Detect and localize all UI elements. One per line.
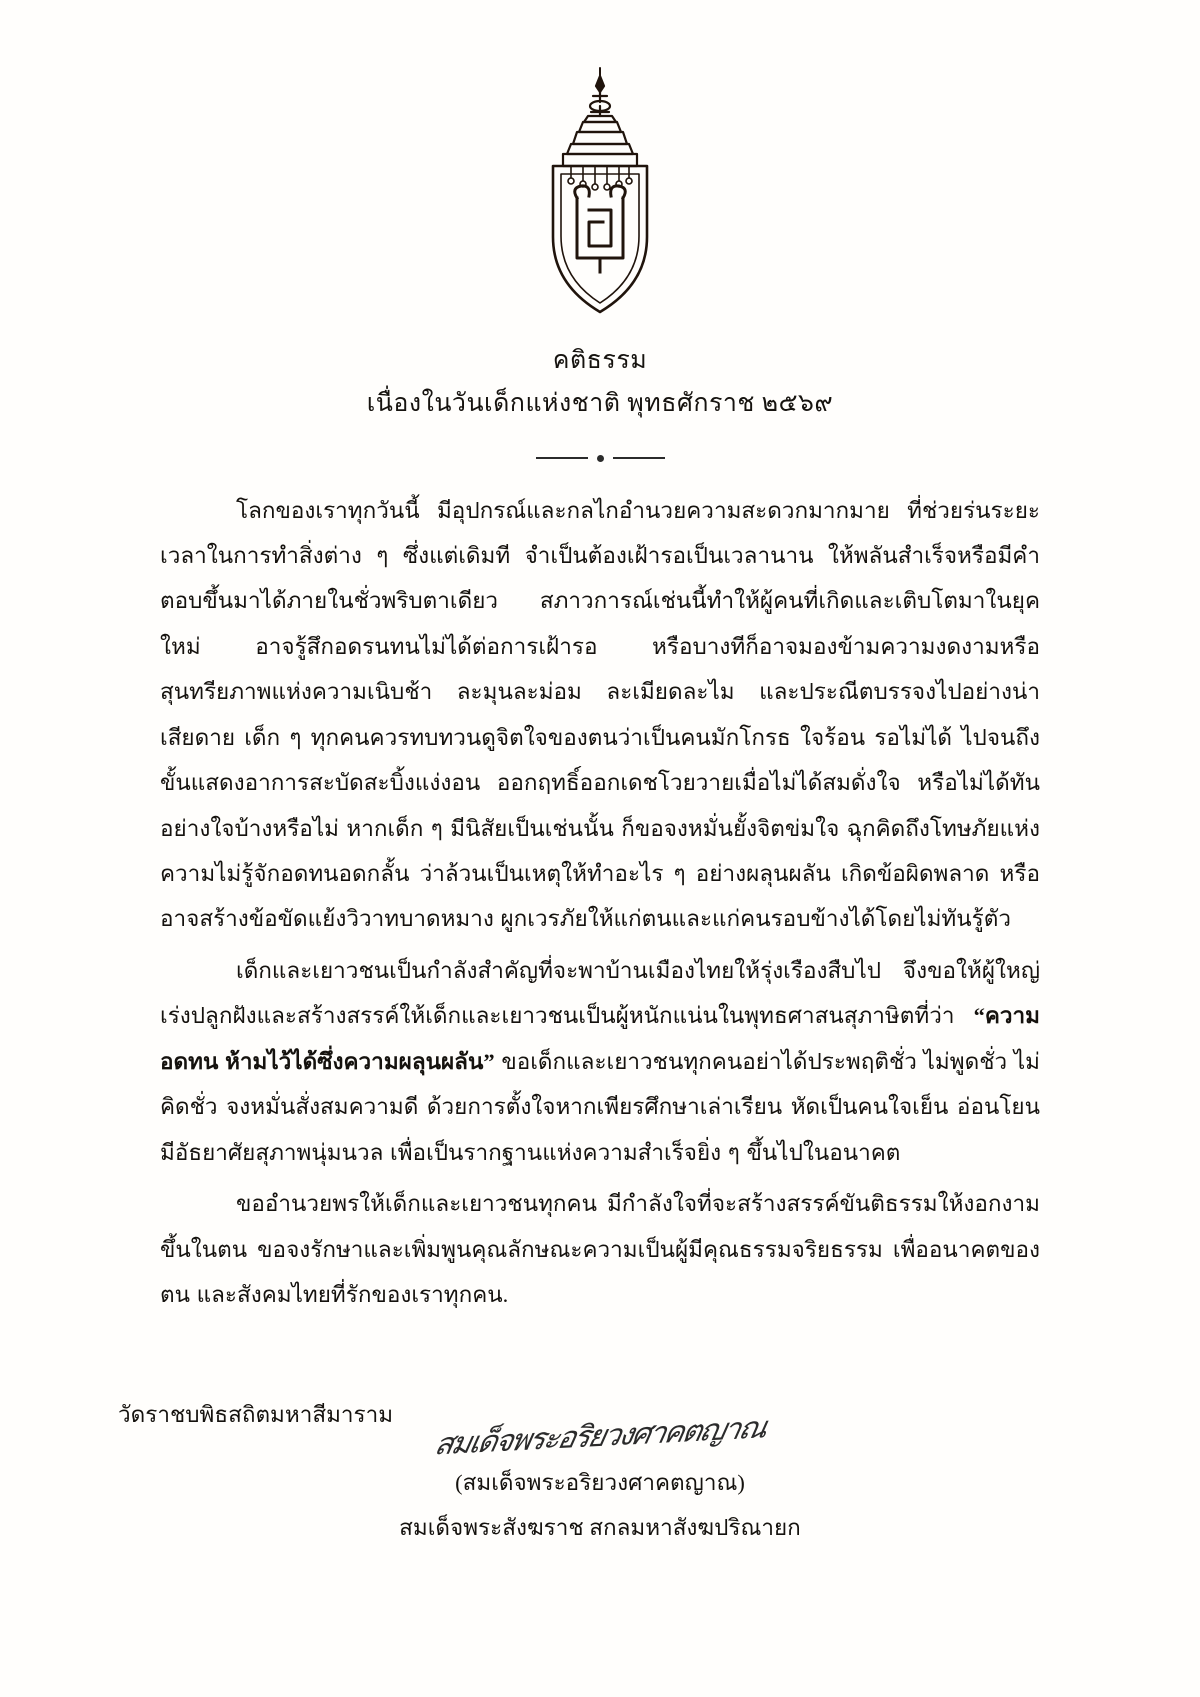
heading-block [0,344,1200,421]
handwritten-signature: สมเด็จพระอริยวงศาคตญาณ [431,1410,769,1463]
signatory-title: สมเด็จพระสังฆราช สกลมหาสังฆปริณายก [399,1515,801,1541]
paragraph-2-tail: ขอเด็กและเยาวชนทุกคนอย่าได้ประพฤติชั่ว ไม่พูดชั่ว ไม่คิดชั่ว จงหมั่นสั่งสมความดี ด้วยการตั้งใจหากเพียรศึกษาเล่าเรียน หัดเป็นคนใจเย็น อ่อนโยน มีอัธยาศัยสุภาพนุ่มนวล เพื่อเป็นรากฐานแห่งความสำเร็จยิ่ง ๆ ขึ้นไปในอนาคต [160,1048,1040,1165]
paragraph-2 [160,948,1040,1175]
divider-bar-right [613,457,665,459]
royal-monastic-seal-emblem [505,62,695,330]
paragraph-2-lead: เด็กและเยาวชนเป็นกำลังสำคัญที่จะพาบ้านเมืองไทยให้รุ่งเรืองสืบไป จึงขอให้ผู้ใหญ่เร่งปลูกฝังและสร้างสรรค์ให้เด็กและเยาวชนเป็นผู้หนักแน่นในพุทธศาสนสุภาษิตที่ว่า [160,957,1040,1029]
emblem-container [0,0,1200,330]
buddhist-proverb-quote: “ความอดทน ห้ามไว้ได้ซึ่งความผลุนผลัน” [160,1003,1040,1074]
signature-block [0,1410,1200,1545]
document-subtitle: เนื่องในวันเด็กแห่งชาติ พุทธศักราช ๒๕๖๙ [366,389,834,417]
paragraph-1: โลกของเราทุกวันนี้ มีอุปกรณ์และกลไกอำนวยความสะดวกมากมาย ที่ช่วยร่นระยะเวลาในการทำสิ่งต่าง ๆ ซึ่งแต่เดิมที จำเป็นต้องเฝ้ารอเป็นเวลานาน ให้พลันสำเร็จหรือมีคำตอบขึ้นมาได้ภายในชั่วพริบตาเดียว สภาวการณ์เช่นนี้ทำให้ผู้คนที่เกิดและเติบโตมาในยุคใหม่ อาจรู้สึกอดรนทนไม่ได้ต่อการเฝ้ารอ หรือบางทีก็อาจมองข้ามความงดงามหรือสุนทรียภาพแห่งความเนิบช้า ละมุนละม่อม ละเมียดละไม และประณีตบรรจงไปอย่างน่าเสียดาย เด็ก ๆ ทุกคนควรทบทวนดูจิตใจของตนว่าเป็นคนมักโกรธ ใจร้อน รอไม่ได้ ไปจนถึงขั้นแสดงอาการสะบัดสะบิ้งแง่งอน ออกฤทธิ์ออกเดชโวยวายเมื่อไม่ได้สมดั่งใจ หรือไม่ได้ทันอย่างใจบ้างหรือไม่ หากเด็ก ๆ มีนิสัยเป็นเช่นนั้น ก็ขอจงหมั่นยั้งจิตข่มใจ ฉุกคิดถึงโทษภัยแห่งความไม่รู้จักอดทนอดกลั้น ว่าล้วนเป็นเหตุให้ทำอะไร ๆ อย่างผลุนผลัน เกิดข้อผิดพลาด หรืออาจสร้างข้อขัดแย้งวิวาทบาดหมาง ผูกเวรภัยให้แก่ตนและแก่คนรอบข้างได้โดยไม่ทันรู้ตัว [160,497,1040,932]
signatory-name: (สมเด็จพระอริยวงศาคตญาณ) [455,1470,745,1496]
document-title: คติธรรม [552,347,648,374]
paragraph-3: ขออำนวยพรให้เด็กและเยาวชนทุกคน มีกำลังใจที่จะสร้างสรรค์ขันติธรรมให้งอกงามขึ้นในตน ขอจงรักษาและเพิ่มพูนคุณลักษณะความเป็นผู้มีคุณธรรมจริยธรรม เพื่ออนาคตของตน และสังคมไทยที่รักของเราทุกคน. [160,1191,1040,1307]
divider-dot [597,455,604,462]
document-body [160,488,1040,1318]
temple-footer: วัดราชบพิธสถิตมหาสีมาราม [118,1402,394,1427]
ornamental-divider [0,455,1200,462]
divider-bar-left [536,457,588,459]
